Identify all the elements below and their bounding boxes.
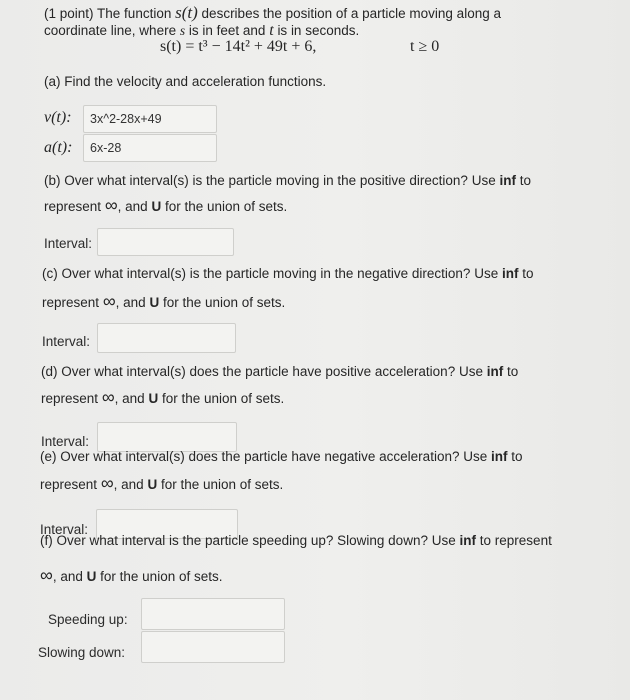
part-a-question: (a) Find the velocity and acceleration functions. xyxy=(44,74,327,89)
part-b-interval-input[interactable] xyxy=(97,228,234,256)
speeding-up-input[interactable] xyxy=(141,598,285,630)
part-c-interval-label: Interval: xyxy=(42,334,91,349)
velocity-label: v(t): xyxy=(44,109,72,126)
speeding-up-label: Speeding up: xyxy=(48,612,128,627)
infinity-icon: ∞ xyxy=(101,387,115,407)
part-c-question: (c) Over what interval(s) is the particle moving in the negative direction? Use inf to xyxy=(42,266,534,281)
infinity-icon: ∞ xyxy=(100,473,114,493)
part-d-interval-label: Interval: xyxy=(41,434,90,449)
infinity-icon: ∞ xyxy=(104,195,118,215)
part-c-hint: represent ∞, and U for the union of sets. xyxy=(42,291,286,311)
part-d-question: (d) Over what interval(s) does the particle have positive acceleration? Use inf to xyxy=(41,364,519,379)
part-b-question: (b) Over what interval(s) is the particle moving in the positive direction? Use inf to xyxy=(44,173,532,188)
part-e-interval-label: Interval: xyxy=(40,522,89,537)
problem-units: coordinate line, where s is in feet and t is in seconds. xyxy=(44,22,360,39)
acceleration-input[interactable]: 6x-28 xyxy=(83,134,217,162)
function-symbol: s(t) xyxy=(175,3,198,22)
infinity-icon: ∞ xyxy=(40,565,53,585)
part-b-interval-label: Interval: xyxy=(44,236,93,251)
acceleration-label: a(t): xyxy=(44,139,73,156)
time-domain: t ≥ 0 xyxy=(410,38,440,55)
part-f-question: (f) Over what interval is the particle speeding up? Slowing down? Use inf to represent xyxy=(40,533,552,548)
part-c-interval-input[interactable] xyxy=(97,323,236,353)
velocity-input[interactable]: 3x^2-28x+49 xyxy=(83,105,217,133)
slowing-down-input[interactable] xyxy=(141,631,285,663)
part-b-hint: represent ∞, and U for the union of sets. xyxy=(44,195,288,215)
part-e-question: (e) Over what interval(s) does the particle have negative acceleration? Use inf to xyxy=(40,449,523,464)
problem-intro: (1 point) The function s(t) describes the position of a particle moving along a xyxy=(44,3,501,22)
part-d-hint: represent ∞, and U for the union of sets. xyxy=(41,387,285,407)
part-e-hint: represent ∞, and U for the union of sets. xyxy=(40,473,284,493)
position-equation: s(t) = t³ − 14t² + 49t + 6, xyxy=(160,38,317,55)
slowing-down-label: Slowing down: xyxy=(38,645,126,660)
part-f-hint: ∞, and U for the union of sets. xyxy=(40,565,223,585)
infinity-icon: ∞ xyxy=(102,291,116,311)
